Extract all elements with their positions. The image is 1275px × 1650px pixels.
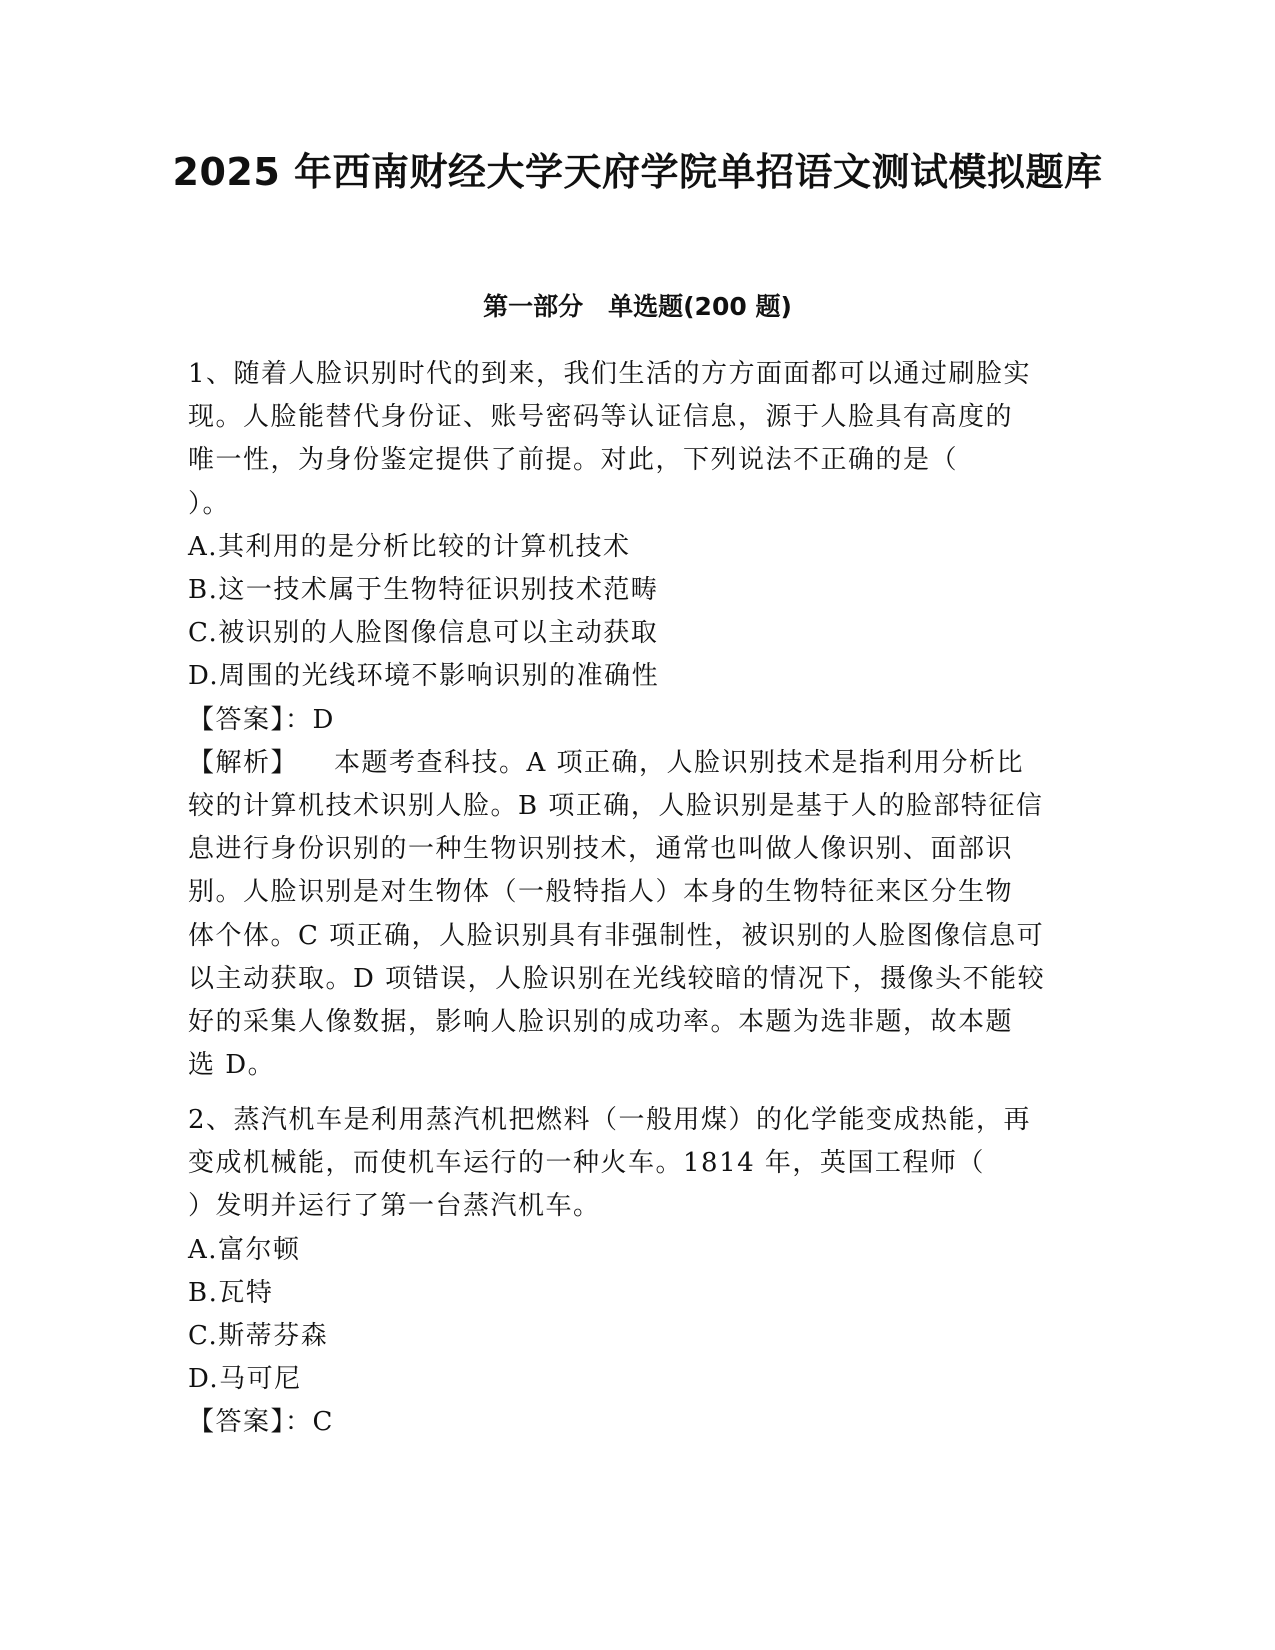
- section-heading: 第一部分 单选题(200 题): [483, 292, 792, 321]
- question-stem-line: 1、随着人脸识别时代的到来，我们生活的方方面面都可以通过刷脸实: [188, 359, 1032, 389]
- question-1: [188, 353, 1088, 1087]
- analysis-line: 息进行身份识别的一种生物识别技术，通常也叫做人像识别、面部识: [188, 834, 1014, 865]
- analysis-line: 别。人脸识别是对生物体（一般特指人）本身的生物特征来区分生物: [188, 877, 1014, 908]
- analysis-label: 【解析】: [188, 747, 299, 778]
- option-c: C.斯蒂芬森: [188, 1321, 329, 1352]
- answer-value: C: [312, 1407, 334, 1438]
- question-stem-line: 2、蒸汽机车是利用蒸汽机把燃料（一般用煤）的化学能变成热能，再: [188, 1105, 1032, 1135]
- answer-line: [188, 1401, 1088, 1444]
- question-stem-line: ）。: [188, 488, 231, 519]
- option-b: B.这一技术属于生物特征识别技术范畴: [188, 575, 659, 606]
- analysis-line: 以主动获取。D 项错误，人脸识别在光线较暗的情况下，摄像头不能较: [188, 963, 1046, 994]
- option-d: D.马可尼: [188, 1364, 302, 1395]
- answer-value: D: [312, 704, 335, 735]
- option-a: A.富尔顿: [188, 1234, 301, 1265]
- option-d: D.周围的光线环境不影响识别的准确性: [188, 661, 660, 692]
- question-stem-line: 唯一性，为身份鉴定提供了前提。对此，下列说法不正确的是（: [188, 445, 959, 476]
- question-stem-line: 变成机械能，而使机车运行的一种火车。1814 年，英国工程师（: [188, 1148, 985, 1179]
- question-2: [188, 1099, 1088, 1445]
- analysis-line: 好的采集人像数据，影响人脸识别的成功率。本题为选非题，故本题: [188, 1007, 1014, 1038]
- option-b: B.瓦特: [188, 1277, 274, 1308]
- analysis-line: [188, 742, 1088, 785]
- question-stem-line: ）发明并运行了第一台蒸汽机车。: [188, 1191, 601, 1222]
- answer-line: [188, 699, 1088, 742]
- analysis-line: 体个体。C 项正确，人脸识别具有非强制性，被识别的人脸图像信息可: [188, 920, 1045, 951]
- question-stem-line: 现。人脸能替代身份证、账号密码等认证信息，源于人脸具有高度的: [188, 402, 1014, 433]
- analysis-text: 本题考查科技。A 项正确，人脸识别技术是指利用分析比: [334, 747, 1025, 778]
- document-title: 2025 年西南财经大学天府学院单招语文测试模拟题库: [172, 150, 1103, 194]
- option-c: C.被识别的人脸图像信息可以主动获取: [188, 618, 659, 649]
- option-a: A.其利用的是分析比较的计算机技术: [188, 531, 631, 562]
- analysis-line: 选 D。: [188, 1050, 276, 1081]
- answer-label: 【答案】：: [188, 1407, 313, 1438]
- analysis-line: 较的计算机技术识别人脸。B 项正确，人脸识别是基于人的脸部特征信: [188, 791, 1044, 822]
- answer-label: 【答案】：: [188, 704, 313, 735]
